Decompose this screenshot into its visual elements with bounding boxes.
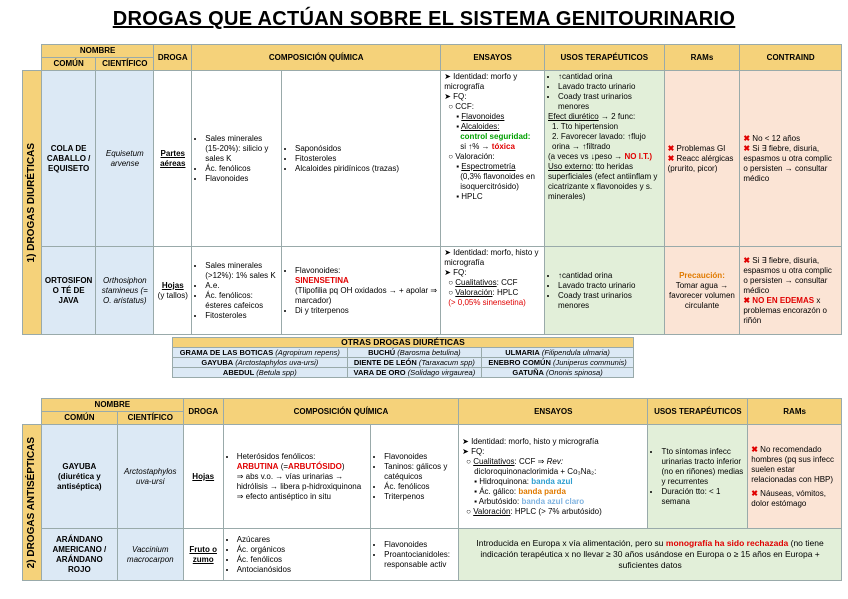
otra-droga: GAYUBA (Arctostaphylos uva-ursi) — [173, 358, 348, 368]
diureticas-table — [22, 44, 842, 335]
rams-cell: ✖ No recomendado hombres (pq sus infecc suelen estar relacionadas con HBP) ✖ Náuseas, vómitos, dolor estómago — [748, 425, 842, 529]
otra-droga: ABEDUL (Betula spp) — [173, 368, 348, 378]
ensayos-cell: ➤ Identidad: morfo, histo y micrografía ➤ FQ: ○ Cualitativos: CCF ○ Valoración: HPLC (> 0,05% sinensetina) — [441, 247, 545, 335]
header-droga: DROGA — [183, 399, 223, 425]
header-ensayos: ENSAYOS — [441, 45, 545, 71]
droga-part: Hojas (y tallos) — [154, 247, 192, 335]
composition-col-b: • Flavonoides • Taninos: gálicos y catéquicos • Ác. fenólicos • Triterpenos — [371, 425, 459, 529]
table-row — [23, 247, 842, 335]
antisepticas-table — [22, 398, 842, 581]
header-rams: RAMs — [748, 399, 842, 425]
header-nombre: NOMBRE — [41, 399, 183, 412]
header-nombre: NOMBRE — [41, 45, 153, 58]
header-usos: USOS TERAPÉUTICOS — [545, 45, 665, 71]
usos-cell: • Tto síntomas infecc urinarias tracto inferior (no en riñones) medias y recurrentes • Duración tto: < 1 semana — [648, 425, 748, 529]
contraind-cell: ✖ Si ∃ fiebre, disuria, espasmos u otra complic o persisten → consultar médico ✖ NO EN EDEMAS x problemas encorazón o riñón — [740, 247, 842, 335]
header-composicion: COMPOSICIÓN QUÍMICA — [192, 45, 441, 71]
table-row — [23, 425, 842, 529]
composition-col-a: • Sales minerales (>12%): 1% sales K • A.e. • Ác. fenólicos: ésteres cafeicos • Fitosteroles — [192, 247, 282, 335]
arandano-note: Introducida en Europa x vía alimentación, pero su monografía ha sido rechazada (no tiene indicación terapéutica x no llevar ≥ 30 años usándose en Europa o ≥ 15 años en Europa + suficientes datos — [459, 529, 842, 581]
droga-part: Partes aéreas — [154, 71, 192, 247]
usos-cell: • ↑cantidad orina • Lavado tracto urinario • Coady trast urinarios menores Efect diurético → 2 func: 1. Tto hipertension 2. Favorecer lavado: ↑flujo orina → ↑filtrado (a veces vs ↓peso → NO I.T.) Uso externo: tto heridas superficiales (efect antiinflam y cicatrizante x flavonoides y s. minerales) — [545, 71, 665, 247]
otra-droga: BUCHÚ (Barosma betulina) — [347, 348, 481, 358]
comun-name: ARÁNDANO AMERICANO / ARÁNDANO ROJO — [41, 529, 117, 581]
composition-col-a: • Heterósidos fenólicos: ARBUTINA (=ARBUTÓSIDO) ⇒ abs v.o. → vías urinarias → hidrólisis → libera p-hidroxiquinona ⇒ efecto antiséptico in situ — [223, 425, 370, 529]
header-composicion: COMPOSICIÓN QUÍMICA — [223, 399, 458, 425]
table-row — [173, 358, 634, 368]
table-row — [23, 71, 842, 247]
otras-title: OTRAS DROGAS DIURÉTICAS — [173, 338, 634, 348]
otra-droga: GRAMA DE LAS BOTICAS (Agropirum repens) — [173, 348, 348, 358]
scientific-name: Arctostaphylos uva-ursi — [117, 425, 183, 529]
rams-cell: ✖ Problemas GI ✖ Reacc alérgicas (prurito, picor) — [664, 71, 740, 247]
comun-name: GAYUBA (diurética y antiséptica) — [41, 425, 117, 529]
header-cientifico: CIENTÍFICO — [96, 58, 154, 71]
composition-col-a: • Sales minerales (15-20%): silicio y sales K • Ác. fenólicos • Flavonoides — [192, 71, 282, 247]
otra-droga: DIENTE DE LEÓN (Taraxacum spp) — [347, 358, 481, 368]
composition-col-b: • Saponósidos • Fitosteroles • Alcaloides piridínicos (trazas) — [282, 71, 441, 247]
header-contraind: CONTRAIND — [740, 45, 842, 71]
section-label-antisepticas: 2) DROGAS ANTISÉPTICAS — [23, 425, 42, 581]
header-comun: COMÚN — [41, 58, 95, 71]
ensayos-cell: ➤ Identidad: morfo y micrografía ➤ FQ: ○ CCF: ▪ Flavonoides ▪ Alcaloides: control seguridad: si ↑% → tóxica ○ Valoración: ▪ Espectrometría (0,3% flavonoides en isoquercitrósido) ▪ HPLC — [441, 71, 545, 247]
contraind-cell: ✖ No < 12 años ✖ Si ∃ fiebre, disuria, espasmos u otra complic o persisten → consultar médico — [740, 71, 842, 247]
section-label-diureticas: 1) DROGAS DIURÉTICAS — [23, 71, 42, 335]
composition-col-b: • Flavonoides • Proantocianidoles: responsable activ — [371, 529, 459, 581]
composition-col-a: • Azúcares • Ác. orgánicos • Ác. fenólicos • Antocianósidos — [223, 529, 370, 581]
header-comun: COMÚN — [41, 412, 117, 425]
rams-cell: Precaución: Tomar agua → favorecer volumen circulante — [664, 247, 740, 335]
comun-name: ORTOSIFON O TÉ DE JAVA — [41, 247, 95, 335]
droga-part: Hojas — [183, 425, 223, 529]
composition-col-b: • Flavonoides: SINENSETINA (Tlipofilia pq OH oxidados → + apolar ⇒ marcador) • Di y triterpenos — [282, 247, 441, 335]
page-title: DROGAS QUE ACTÚAN SOBRE EL SISTEMA GENITOURINARIO — [112, 8, 736, 30]
droga-part: Fruto o zumo — [183, 529, 223, 581]
header-cientifico: CIENTÍFICO — [117, 412, 183, 425]
table-row — [173, 368, 634, 378]
comun-name: COLA DE CABALLO / EQUISETO — [41, 71, 95, 247]
otra-droga: ENEBRO COMÚN (Juniperus communis) — [482, 358, 634, 368]
otras-diureticas-table — [172, 337, 634, 378]
header-usos: USOS TERAPÉUTICOS — [648, 399, 748, 425]
header-ensayos: ENSAYOS — [459, 399, 648, 425]
otra-droga: GATUÑA (Ononis spinosa) — [482, 368, 634, 378]
usos-cell: • ↑cantidad orina • Lavado tracto urinario • Coady trast urinarios menores — [545, 247, 665, 335]
otra-droga: ULMARIA (Filipendula ulmaria) — [482, 348, 634, 358]
table-row — [173, 348, 634, 358]
header-droga: DROGA — [154, 45, 192, 71]
table-row — [23, 529, 842, 581]
scientific-name: Orthosiphon stamineus (= O. aristatus) — [96, 247, 154, 335]
ensayos-cell: ➤ Identidad: morfo, histo y micrografía ➤ FQ: ○ Cualitativos: CCF ⇒ Rev: dicloroquinonaclorimida + Co₃Na₂: ▪ Hidroquinona: banda azul ▪ Ác. gálico: banda parda ▪ Arbutósido: banda azul claro ○ Valoración: HPLC (> 7% arbutósido) — [459, 425, 648, 529]
scientific-name: Equisetum arvense — [96, 71, 154, 247]
otra-droga: VARA DE ORO (Solidago virgaurea) — [347, 368, 481, 378]
scientific-name: Vaccinium macrocarpon — [117, 529, 183, 581]
header-rams: RAMs — [664, 45, 740, 71]
